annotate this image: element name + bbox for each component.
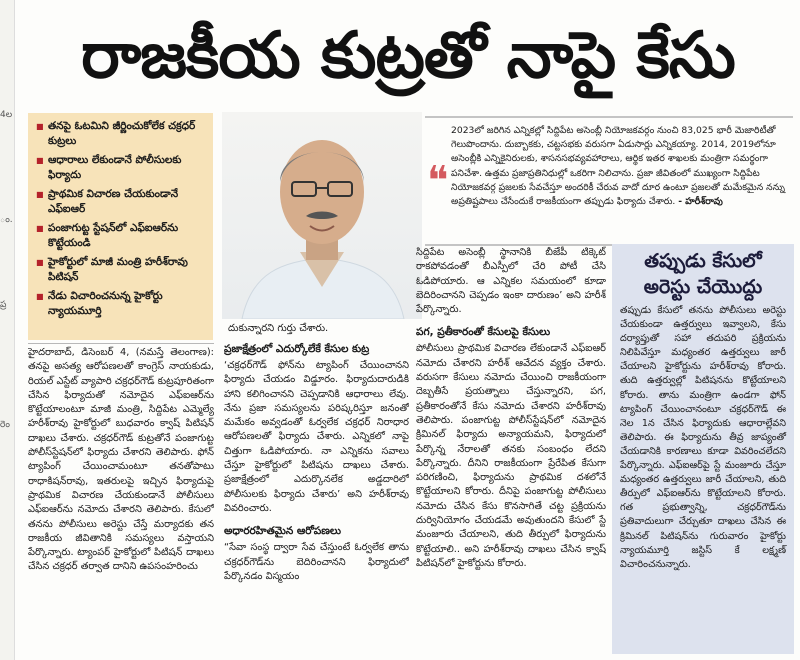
highlight-item: ■ తనపై ఓటమిని జీర్ణించుకోలేక చక్రధర్ కుట్రలు — [36, 119, 207, 149]
subheading: ప్రజాక్షేత్రంలో ఎదుర్కోలేకే కేసుల కుట్ర — [224, 343, 370, 355]
photo-caption: దుకున్నారని గుర్తు చేశారు. — [228, 323, 329, 334]
highlight-item: ■ నేడు విచారించనున్న హైకోర్టు న్యాయమూర్తి — [36, 289, 207, 319]
article-text: “సేవా సంస్థ ద్వారా సేవ చేస్తుంటే ఓర్వలేక తాను చక్రధర్‌గౌడ్‌ను బెదిరించానని ఫిర్యాదులో పేర్కొనడం విస్మయం — [224, 542, 409, 582]
article-text: పోలీసులు ప్రాథమిక విచారణ లేకుండానే ఎఫ్ఐఆర్ నమోదు చేశారని హరీశ్ ఆవేదన వ్యక్తం చేశారు. వరుసగా కేసులు నమోదు చేయించి రాజకీయంగా దెబ్బతీసే ప్రయత్నాలు చేస్తున్నారని, పగ, ప్రతీకారంతోనే కేసు నమోదు చేశారని హరీశ్‌రావు తెలిపారు. పంజాగుట్ట పోలీస్‌స్టేషన్‌లో నమోదైన క్రిమినల్ ఫిర్యాదు అన్యాయమని, ఫిర్యాదులో పేర్కొన్న నేరాలతో తనకు సంబంధం లేదని పేర్కొన్నారు. దీనిని రాజకీయంగా ప్రేరేపిత కేసుగా పరిగణించి, ఫిర్యాదును ప్రాథమిక దశలోనే కొట్టేయాలని కోరారు. దీనిపై పంజాగుట్ట పోలీసులు నమోదు చేసిన కేసు కొనసాగితే చట్ట ప్రక్రియను దుర్వినియోగం చేయడమే అవుతుందని కేసులో స్టే మంజూరు చేయాలని, తుది తీర్పులో ఫిర్యాదును కొట్టేయాలి.. అని హరీశ్‌రావు దాఖలు చేసిన క్వాష్ పిటిషన్‌లో హైకోర్టును కోరారు. — [416, 343, 606, 569]
article-text: ‘చక్రధర్‌గౌడ్ ఫోన్‌ను ట్యాపింగ్ చేయించానని ఫిర్యాదు చేయడం విడ్డూరం. ఫిర్యాదుదారుడికి హాని కలిగించానని చెప్పడానికి ఆధారాలు లేవు. నేను ప్రజా సమస్యలను పరిష్కరిస్తూ జనంతో మమేకం అవ్వడంతో ఓర్వలేక చక్రధర్ నిరాధార ఆరోపణలతో ఫిర్యాదు చేశారు. ఎన్నికలో నాపై చిత్తుగా ఓడిపోయారు. నా ఎన్నికను సవాలు చేస్తూ హైకోర్టులో పిటిషను దాఖలు చేశారు. ప్రజాక్షేత్రంలో ఎదుర్కొనలేక అడ్డదారిలో పోలీసులకు ఫిర్యాదు చేశారు’ అని హరీశ్‌రావు వివరించారు. — [224, 360, 409, 514]
quote-text — [451, 124, 791, 209]
highlight-item: ■ పంజాగుట్ట స్టేషన్‌లో ఎఫ్ఐఆర్‌ను కొట్టేయండి — [36, 221, 207, 251]
highlight-item: ■ ప్రాథమిక విచారణ చేయకుండానే ఎఫ్ఐఆర్ — [36, 187, 207, 217]
article-column-1 — [28, 346, 214, 656]
article-text: హైదరాబాద్, డిసెంబర్ 4, (నమస్తే తెలంగాణ): తనపై అసత్య ఆరోపణలతో కాంగ్రెస్ నాయకుడు, రియల్ ఎస్టేట్ వ్యాపారి చక్రధర్‌గౌడ్ కుట్రపూరితంగా చేసిన ఫిర్యాదుతో నమోదైన ఎఫ్ఐఆర్‌ను కొట్టేయాలంటూ మాజీ మంత్రి, సిద్దిపేట ఎమ్మెల్యే హరీశ్‌రావు హైకోర్టులో బుధవారం క్వాష్ పిటిషన్ దాఖలు చేశారు. చక్రధర్‌గౌడ్ కుట్రతోనే పంజాగుట్ట పోలీస్‌స్టేషన్‌లో ఫిర్యాదు చేశారని తెలిపారు. ఫోన్ ట్యాపింగ్ చేయించామంటూ తనతోపాటు రాధాకిషన్‌రావు, ఇతరులపై ఇచ్చిన ఫిర్యాదుపై ప్రాథమిక విచారణ చేయకుండానే పోలీసులు ఎఫ్ఐఆర్‌ను నమోదు చేశారని తెలిపారు. కేసులో తనను పోలీసులు అరెస్టు చేస్తే మర్యాదకు తన రాజకీయ జీవితానికి సమస్యలు వస్తాయని పేర్కొన్నారు. ట్యాంపర్ హైకోర్టులో పిటిషన్ దాఖలు చేసిన చక్రధర్ తర్వాత దానిని ఉపసంహరించు — [28, 347, 214, 573]
quote-body: 2023లో జరిగిన ఎన్నికల్లో సిద్దిపేట అసెంబ్లీ నియోజకవర్గం నుంచి 83,025 భారీ మెజారిటీతో గెలుపొందాను. దుబ్బాకకు, చట్టసభకు వరుసగా ఏడుసార్లు ఎన్నికయ్యా. 2014, 2019లోనూ అసెంబ్లీకి ఎన్నికైనిరులకు, శాసనసభవ్యవహారాలు, ఆర్థిక ఇతర శాఖలకు మంత్రిగా సమర్థంగా పనిచేశా. ఉత్తమ ప్రజాప్రతినిధుల్లో ఒకరిగా నిలిచాను. ప్రజా జీవితంలో ముఖ్యంగా సిద్దిపేట నియోజకవర్గ ప్రజలకు సేవచేస్తూ అందరికీ చేరువ వాదో దూర ఉంటూ ప్రజలతో మమేకమైన నన్ను అప్రతిష్టపాలు చేసేందుకే రాజకీయంగా తప్పుడు ఫిర్యాదు చేశారు. — [451, 125, 785, 208]
adjacent-page-strip — [0, 0, 15, 660]
strip-fragment: రెం — [0, 420, 10, 430]
box-body: తప్పుడు కేసులో తనను పోలీసులు అరెస్టు చేయకుండా ఉత్తర్వులు ఇవ్వాలని, కేసు దర్యాప్తుతో సహా తదుపరి ప్రక్రియను నిలిపివేస్తూ మధ్యంతర ఉత్తర్వులు జారీ చేయాలని హైకోర్టును హరీశ్‌రావు కోరారు. తుది ఉత్తర్వుల్లో పిటిషనను కొట్టేయాలని కోరారు. తాను మంత్రిగా ఉండగా ఫోన్ ట్యాపింగ్ చేయించానంటూ చక్రధర్‌గౌడ్ ఈ నెల 1న చేసిన ఫిర్యాదుకు ఆధారాల్లేవని తెలిపారు. ఈ ఫిర్యాదును తీవ్ర జాప్యంతో చేయడానికి కారణాలు కూడా వివరించలేదని పేర్కొన్నారు. ఎఫ్ఐఆర్‌పై స్టే మంజూరు చేస్తూ మధ్యంతర ఉత్తర్వులు జారీ చేయాలని, తుది తీర్పులో ఎఫ్ఐఆర్‌ను కొట్టేయాలని కోరారు. గత ప్రభుత్వాన్ని, చక్రధర్‌గౌడ్‌ను ప్రతివాదులుగా చేర్చుతూ దాఖలు చేసిన ఈ క్రిమినల్ పిటిషన్‌ను గురువారం హైకోర్టు న్యాయమూర్తి జస్టిస్ కే లక్ష్మణ్ విచారించనున్నారు. — [620, 305, 786, 570]
subheading: అధారరహితమైన ఆరోపణలు — [224, 525, 341, 538]
pull-quote — [425, 116, 793, 246]
strip-fragment: 4ల — [0, 110, 13, 120]
quote-mark-icon: ❝ — [427, 158, 449, 204]
divider — [28, 343, 214, 344]
strip-fragment: ప్ర — [0, 300, 7, 310]
article-column-2 — [224, 338, 409, 656]
box-title: తప్పుడు కేసులో అరెస్టు చేయొద్దు — [643, 250, 763, 298]
highlight-item: ■ హైకోర్టులో మాజీ మంత్రి హరీశ్‌రావు పిటిషన్ — [36, 255, 207, 285]
article-column-3 — [416, 246, 606, 656]
sidebar-box — [612, 244, 794, 654]
strip-fragment: ం. — [0, 215, 13, 225]
highlights-box — [28, 113, 213, 340]
article-text: సిద్దిపేట అసెంబ్లీ స్థానానికి బీజేపీ టిక్కెట్ రాకపోవడంతో బీఎస్పీలో చేరి పోటీ చేసి ఓడిపోయారు. ఆ ఎన్నికల సమయంలో కూడా బెదిరించానని చెప్పడం ఇంకా దారుణం’ అని హరీశ్ పేర్కొన్నారు. — [416, 247, 606, 316]
headline: రాజకీయ కుట్రతో నాపై కేసు — [81, 19, 735, 93]
subheading: పగ, ప్రతీకారంతో కేసులపై కేసులు — [416, 326, 551, 339]
highlight-item: ■ ఆధారాలు లేకుండానే పోలీసులకు ఫిర్యాదు — [36, 153, 207, 183]
person-portrait-icon — [222, 112, 422, 319]
portrait-photo — [222, 112, 422, 319]
quote-author: - హరీశ్‌రావు — [678, 196, 723, 208]
